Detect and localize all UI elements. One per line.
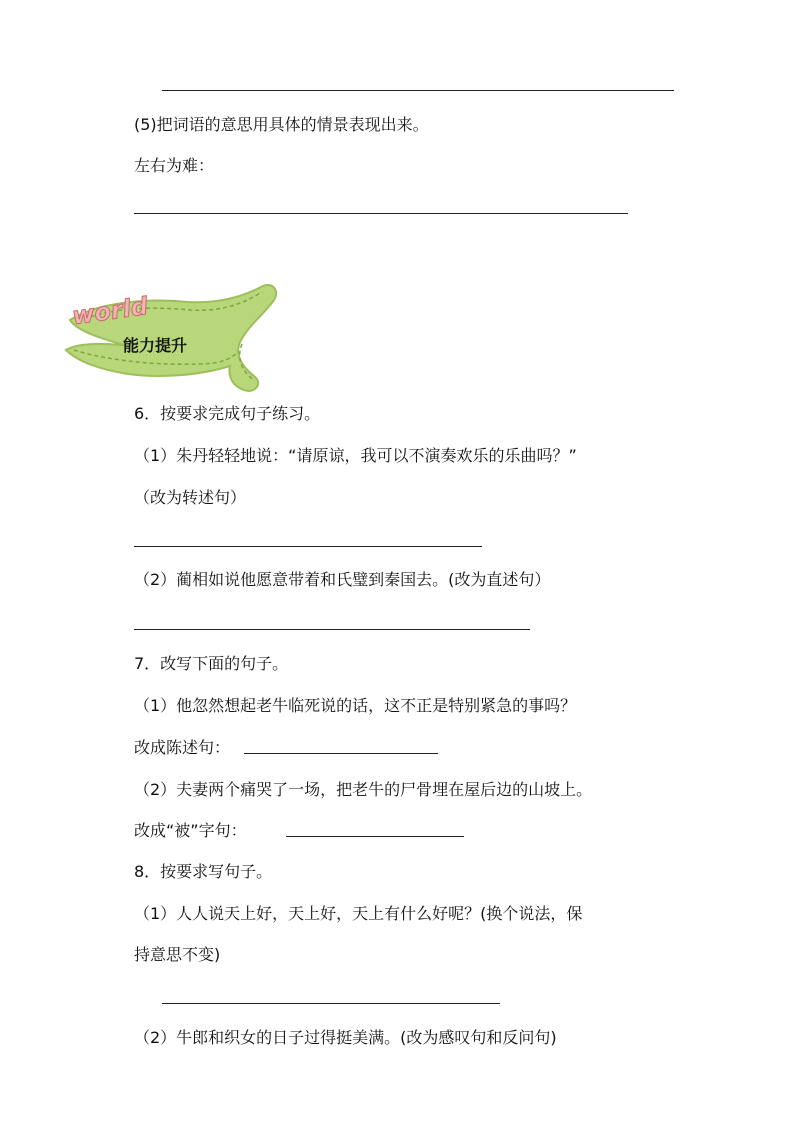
q7-item2: （2）夫妻两个痛哭了一场，把老牛的尸骨埋在屋后边的山坡上。 xyxy=(134,780,593,799)
q6-item2: （2）蔺相如说他愿意带着和氏璧到秦国去。(改为直述句） xyxy=(134,570,551,589)
q7-item1-answer-blank[interactable] xyxy=(244,753,438,754)
section-title: 能力提升 xyxy=(123,336,188,355)
q7-item1-prompt: 改成陈述句： xyxy=(134,738,231,757)
q7-item2-answer-blank[interactable] xyxy=(286,836,464,837)
q6-title: 6．按要求完成句子练习。 xyxy=(134,404,321,423)
q8-item1-answer-blank[interactable] xyxy=(162,1003,500,1004)
q6-item2-answer-blank[interactable] xyxy=(134,629,530,630)
q5-label: (5)把词语的意思用具体的情景表现出来。 xyxy=(134,115,429,134)
q6-item1: （1）朱丹轻轻地说：“请原谅，我可以不演奏欢乐的乐曲吗？” xyxy=(134,446,577,465)
q6-item1-answer-blank[interactable] xyxy=(134,546,482,547)
q5-answer-blank[interactable] xyxy=(134,213,628,214)
q7-title: 7．改写下面的句子。 xyxy=(134,654,289,673)
q5-word-label: 左右为难： xyxy=(134,156,215,175)
svg-text:world: world xyxy=(70,291,150,331)
q6-item1-note: （改为转述句） xyxy=(134,488,247,507)
q8-item2: （2）牛郎和织女的日子过得挺美满。(改为感叹句和反问句) xyxy=(134,1028,557,1047)
q8-title: 8．按要求写句子。 xyxy=(134,862,273,881)
q8-item1-line2: 持意思不变) xyxy=(134,945,221,964)
q7-item2-prompt: 改成“被”字句： xyxy=(134,821,247,840)
q8-item1-line1: （1）人人说天上好，天上好，天上有什么好呢？(换个说法，保 xyxy=(134,904,583,923)
q7-item1: （1）他忽然想起老牛临死说的话，这不正是特别紧急的事吗？ xyxy=(134,696,577,715)
answer-blank-top[interactable] xyxy=(162,90,674,91)
